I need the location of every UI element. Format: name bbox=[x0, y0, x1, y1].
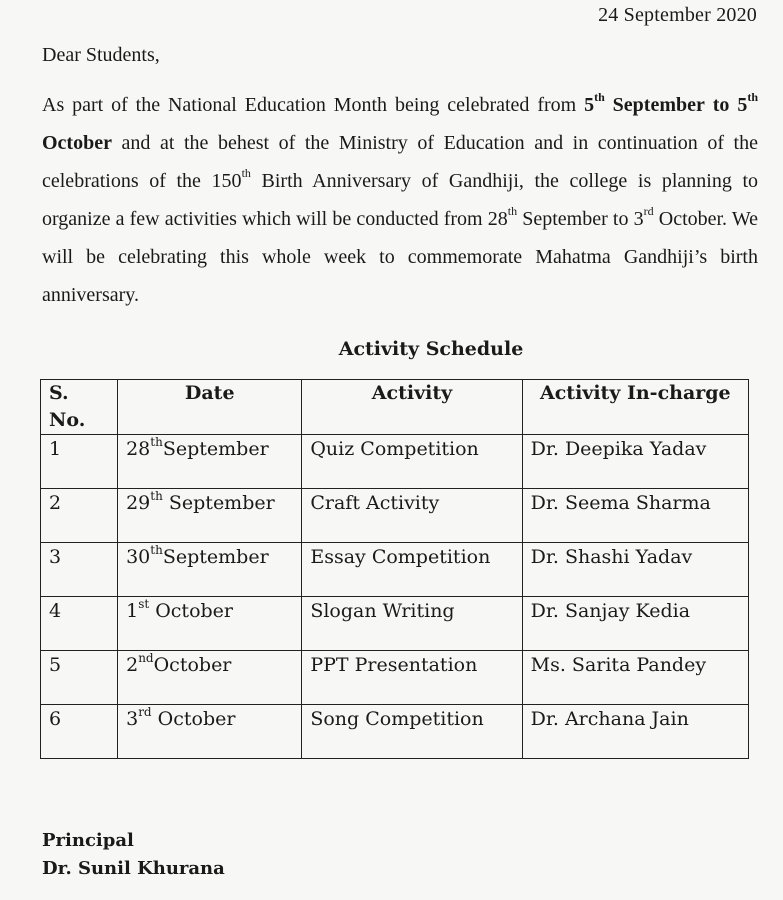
body-bold-1: 5th September bbox=[584, 90, 705, 116]
cell-incharge: Ms. Sarita Pandey bbox=[522, 651, 748, 705]
cell-date: 30thSeptember bbox=[118, 543, 302, 597]
table-row bbox=[41, 597, 749, 651]
header-date: Date bbox=[118, 380, 302, 435]
schedule-title: Activity Schedule bbox=[338, 338, 524, 360]
table-row bbox=[41, 705, 749, 759]
cell-sno: 5 bbox=[41, 651, 118, 705]
cell-incharge: Dr. Shashi Yadav bbox=[522, 543, 748, 597]
body-bold-2: to 5th October bbox=[42, 90, 758, 154]
body-text-5: September to 3 bbox=[517, 208, 644, 230]
cell-incharge: Dr. Sanjay Kedia bbox=[522, 597, 748, 651]
salutation: Dear Students, bbox=[42, 44, 160, 66]
cell-activity: Slogan Writing bbox=[302, 597, 522, 651]
table-row bbox=[41, 651, 749, 705]
table-row bbox=[41, 435, 749, 489]
cell-date: 1st October bbox=[118, 597, 302, 651]
table-row bbox=[41, 489, 749, 543]
cell-date: 28thSeptember bbox=[118, 435, 302, 489]
signatory-title: Principal bbox=[42, 830, 134, 851]
cell-sno: 2 bbox=[41, 489, 118, 543]
body-text-6: October. We will be celebrating this whole week to commemorate Mahatma Gandhiji’s birth anniversary. bbox=[42, 208, 758, 306]
cell-sno: 4 bbox=[41, 597, 118, 651]
cell-sno: 6 bbox=[41, 705, 118, 759]
body-text-4: Birth Anniversary of Gandhiji, the college is planning to organize a few activities which will be conducted from 28 bbox=[42, 170, 758, 230]
body-text-3: and at the behest of the Ministry of Education and in continuation of the celebrations of the 150 bbox=[42, 132, 758, 192]
table-row bbox=[41, 543, 749, 597]
cell-activity: Quiz Competition bbox=[302, 435, 522, 489]
signatory-name: Dr. Sunil Khurana bbox=[42, 858, 225, 879]
cell-incharge: Dr. Archana Jain bbox=[522, 705, 748, 759]
cell-incharge: Dr. Seema Sharma bbox=[522, 489, 748, 543]
letter-date: 24 September 2020 bbox=[598, 4, 757, 26]
header-sno: S. No. bbox=[41, 380, 118, 435]
activity-schedule-table bbox=[40, 379, 749, 759]
cell-activity: Essay Competition bbox=[302, 543, 522, 597]
cell-date: 2ndOctober bbox=[118, 651, 302, 705]
cell-activity: Song Competition bbox=[302, 705, 522, 759]
cell-sno: 1 bbox=[41, 435, 118, 489]
cell-date: 29th September bbox=[118, 489, 302, 543]
cell-activity: PPT Presentation bbox=[302, 651, 522, 705]
table-header-row bbox=[41, 380, 749, 435]
cell-activity: Craft Activity bbox=[302, 489, 522, 543]
header-incharge: Activity In-charge bbox=[522, 380, 748, 435]
cell-date: 3rd October bbox=[118, 705, 302, 759]
cell-sno: 3 bbox=[41, 543, 118, 597]
body-text-1: As part of the National Education Month being celebrated from bbox=[42, 94, 585, 116]
header-activity: Activity bbox=[302, 380, 522, 435]
letter-body: As part of the National Education Month being celebrated from 5th September to 5th October and at the behest of the Ministry of Education and in continuation of the celebrations of the 150th Birth Anniversary of Gandhiji, the college is planning to organize a few activities which will be conducted from 28th September to 3rd October. We will be celebrating this whole week to commemorate Mahatma Gandhiji’s birth anniversary. bbox=[42, 90, 758, 306]
cell-incharge: Dr. Deepika Yadav bbox=[522, 435, 748, 489]
